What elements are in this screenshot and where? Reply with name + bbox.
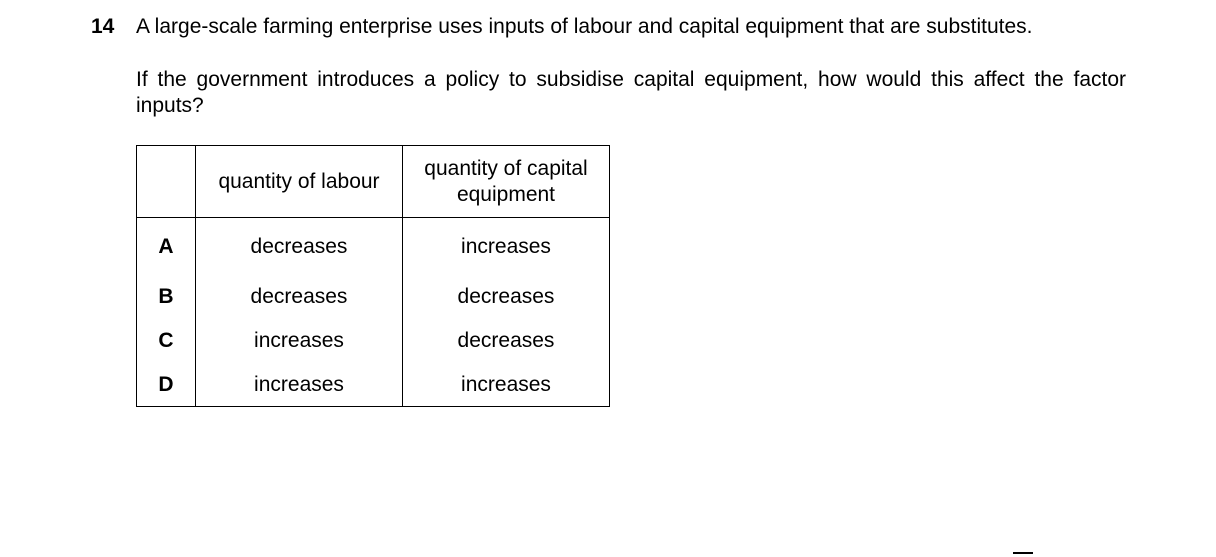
table-row (137, 363, 610, 407)
question-stem: A large-scale farming enterprise uses inputs of labour and capital equipment that are substitutes. (136, 15, 1033, 38)
option-labour: increases (196, 363, 403, 407)
option-labour: decreases (196, 218, 403, 276)
option-labour: increases (196, 319, 403, 363)
answer-options-table (136, 145, 610, 407)
question-prompt: If the government introduces a policy to subsidise capital equipment, how would this affect the factor inputs? (136, 68, 1126, 117)
page-edge-mark (1013, 552, 1033, 554)
table-header-row (137, 146, 610, 218)
option-capital: increases (403, 363, 610, 407)
option-labour: decreases (196, 275, 403, 319)
header-labour: quantity of labour (196, 146, 403, 218)
table-row (137, 275, 610, 319)
option-key[interactable]: D (137, 363, 196, 407)
option-key[interactable]: B (137, 275, 196, 319)
header-key (137, 146, 196, 218)
option-key[interactable]: A (137, 218, 196, 276)
header-capital: quantity of capital equipment (403, 146, 610, 218)
option-capital: decreases (403, 275, 610, 319)
option-capital: decreases (403, 319, 610, 363)
option-key[interactable]: C (137, 319, 196, 363)
question-number: 14 (91, 15, 115, 38)
table-row (137, 319, 610, 363)
option-capital: increases (403, 218, 610, 276)
table-row (137, 218, 610, 276)
